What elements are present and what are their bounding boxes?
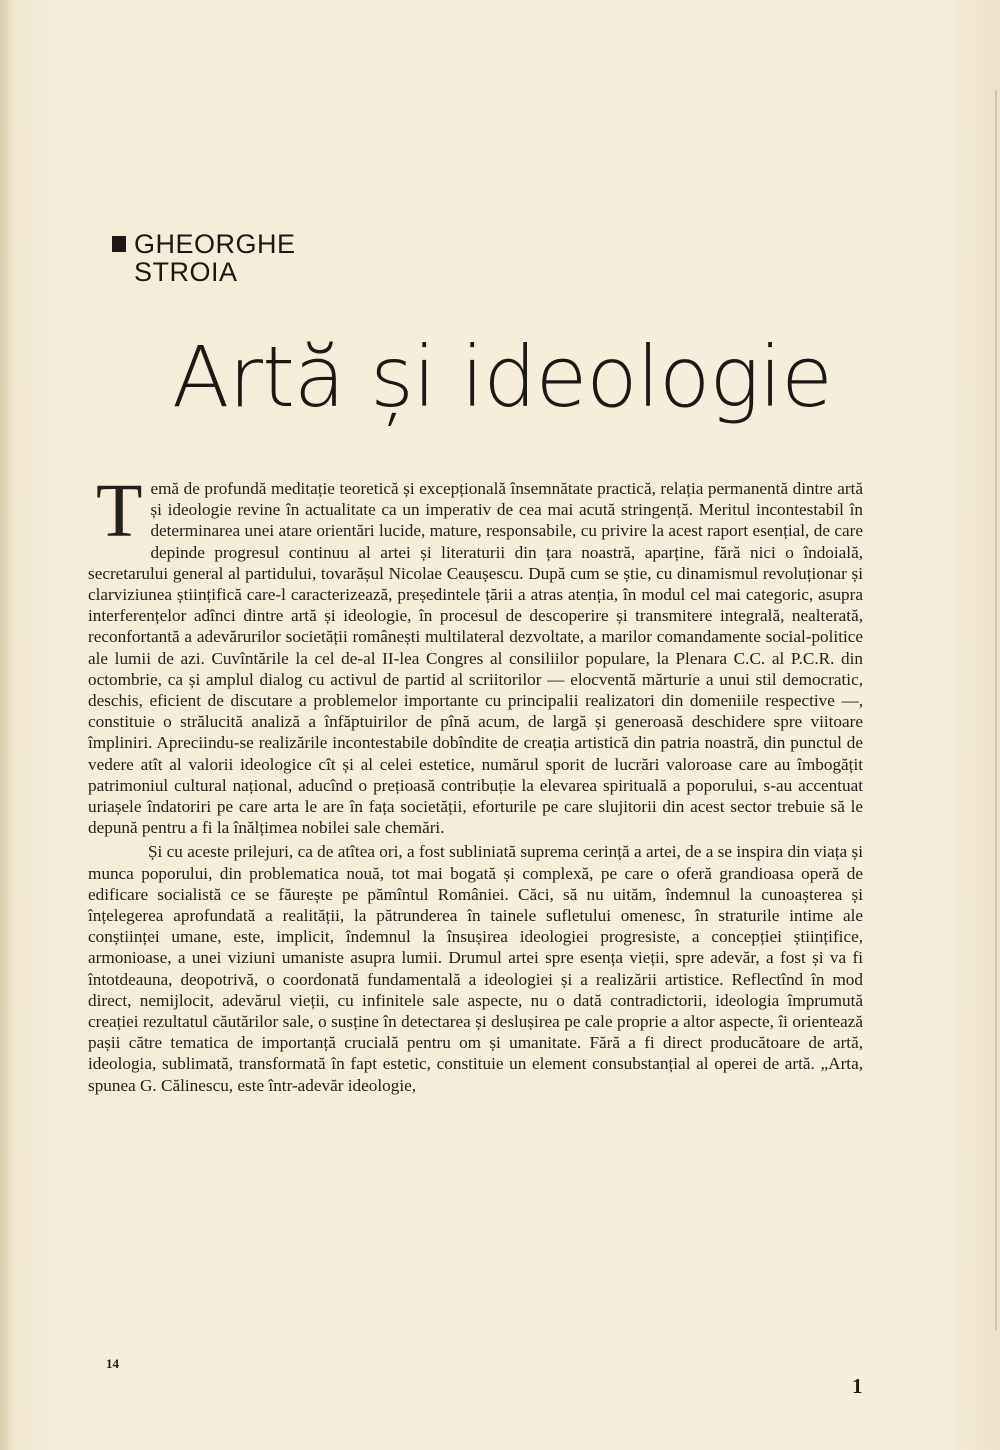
- article-body: [88, 469, 863, 1096]
- author-first-name: GHEORGHE: [134, 229, 296, 259]
- page-number: 1: [852, 1374, 863, 1398]
- article-paragraph-1: [88, 469, 863, 838]
- drop-cap: T: [96, 469, 143, 553]
- author-last-name: STROIA: [134, 257, 238, 287]
- page-right-rule: [995, 90, 997, 1330]
- folio-left: 14: [106, 1356, 119, 1371]
- article-paragraph-2: Și cu aceste prilejuri, ca de atîtea ori, a fost subliniată suprema cerință a artei, de a se inspira din viața și munca poporului, din problematica nouă, tot mai bogată și complexă, pe care o oferă grandioasa operă de edificare socialistă ce se făurește pe pămîntul României. Căci, să nu uităm, îndemnul la cunoașterea și înțelegerea aprofundată a realității, la pătrunderea în tainele sufletului omenesc, în straturile intime ale conștiinței umane, este, implicit, îndemnul la însușirea ideologiei progresiste, a concepției științifice, armonioase, a unei viziuni umaniste asupra lumii. Drumul artei spre esența vieții, spre adevăr, a fost și va fi întotdeauna, deopotrivă, o coordonată fundamentală a ideologiei și a realizării artistice. Reflectînd în mod direct, nemijlocit, adevărul vieții, cu infinitele sale aspecte, nu o dată contradictorii, ideologia împrumută creației rezultatul căutărilor sale, o susține în detectarea și deslușirea pe cale proprie a altor aspecte, îi orientează pașii către tematica de importanță crucială pentru om și umanitate. Fără a fi direct producătoare de artă, ideologia, sublimată, transformată în fapt estetic, constituie un element consubstanțial al operei de artă. „Arta, spunea G. Călinescu, este într-adevăr ideologie,: [88, 842, 863, 1095]
- square-bullet-icon: [112, 236, 126, 252]
- paragraph-1-text: emă de profundă meditație teoretică și excepțională însemnătate practică, relația permanentă dintre artă și ideologie revine în actualitate ca un imperativ de cea mai acută stringență. Meritul incontestabil în determinarea unei atare orientări lucide, mature, responsabile, cu privire la acest raport esențial, de care depinde progresul continuu al artei și literaturii din țara noastră, aparține, fără nici o îndoială, secretarului general al partidului, tovarășul Nicolae Ceaușescu. După cum se știe, cu dinamismul revoluționar și clarviziunea științifică care-l caracterizează, președintele țării a atras atenția, în modul cel mai categoric, asupra interferențelor adînci dintre artă și ideologie, în procesul de descoperire și transmitere integrală, nealterată, reconfortantă a adevărurilor societății românești multilateral dezvoltate, a marilor comandamente social-politice ale lumii de azi. Cuvîntările la cel de-al II-lea Congres al consiliilor populare, la Plenara C.C. al P.C.R. din octombrie, ca și amplul dialog cu activul de partid al scriitorilor — elocventă mărturie a unui stil democratic, deschis, eficient de discutare a problemelor importante cu principalii realizatori din domeniile respective —, constituie o strălucită analiză a înfăptuirilor de pînă acum, de largă și generoasă deschidere spre viitoare împliniri. Apreciindu-se realizările incontestabile dobîndite de creația artistică din patria noastră, din punctul de vedere atît al valorii ideologice cît și al celei estetice, numărul sporit de lucrări valoroase care au îmbogățit patrimoniul cultural național, aducînd o prețioasă contribuție la elevarea spirituală a poporului, s-au accentuat uriașele îndatoriri pe care arta le are în fața societății, eforturile pe care slujitorii din acest sector trebuie să le depună pentru a fi la înălțimea nobilei sale chemări.: [88, 479, 863, 838]
- article-title: Artă și ideologie: [172, 328, 832, 426]
- page-edge-shadow: [0, 0, 14, 1450]
- author-byline: [112, 230, 296, 286]
